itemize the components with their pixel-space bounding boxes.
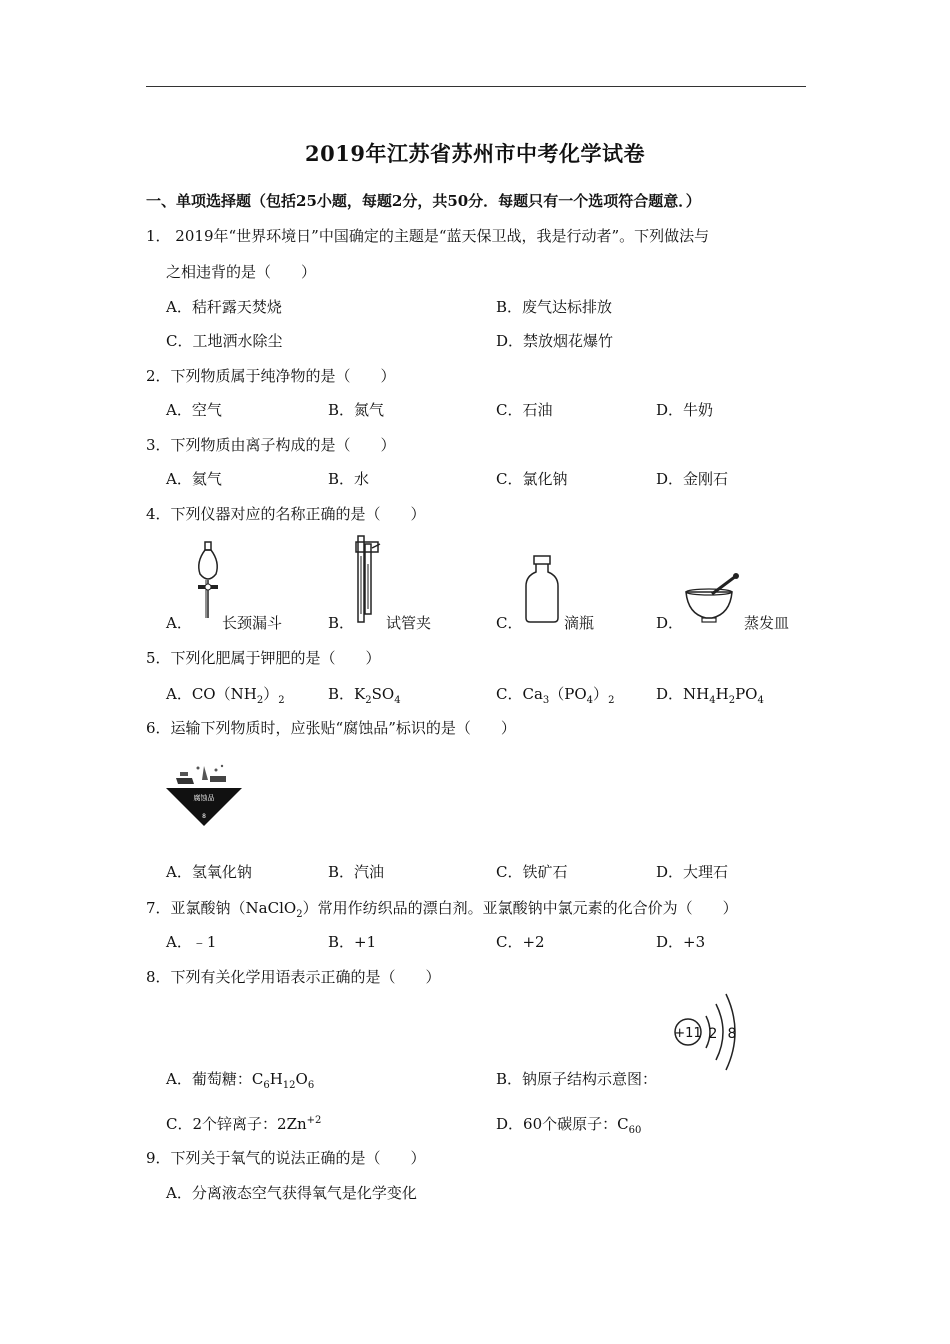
reagent-bottle-icon [522, 554, 562, 624]
q5-option-d: D．$NH_4H_2PO_4$ [656, 685, 764, 706]
q3-option-a: A．氦气 [166, 470, 222, 488]
q7-option-c: C．+2 [496, 933, 545, 951]
q4-option-b-letter: B． [328, 614, 355, 632]
q8-option-a: A．葡萄糖：$C_6H_{12}O_6$ [166, 1070, 315, 1091]
q2-option-a: A．空气 [166, 401, 222, 419]
q6-option-b: B．汽油 [328, 863, 385, 881]
q7-option-d: D．+3 [656, 933, 706, 951]
q5-option-b: B．$K_2SO_4$ [328, 685, 401, 706]
q3-option-c: C．氯化钠 [496, 470, 568, 488]
q3-option-d: D．金刚石 [656, 470, 729, 488]
q3-stem: 3．下列物质由离子构成的是（ ） [146, 436, 396, 454]
q6-option-a: A．氢氧化钠 [166, 863, 252, 881]
sodium-atom-diagram [668, 990, 748, 1074]
q2-option-b: B．氮气 [328, 401, 385, 419]
q3-option-b: B．水 [328, 470, 370, 488]
q4-option-a-name: 长颈漏斗 [222, 614, 283, 632]
q7-stem: 7．亚氯酸钠（NaClO$_2$）常用作纺织品的漂白剂。亚氯酸钠中氯元素的化合价为（ ） [146, 899, 738, 920]
page-title: 2019年江苏省苏州市中考化学试卷 [305, 141, 645, 166]
q6-stem: 6．运输下列物质时，应张贴“腐蚀品”标识的是（ ） [146, 719, 516, 737]
q1-option-d: D．禁放烟花爆竹 [496, 332, 614, 350]
shell-2-electrons: 8 [727, 1026, 737, 1042]
q8-option-c: C．2个锌离子：$2Zn^{+2}$ [166, 1115, 322, 1133]
q4-option-a-letter: A． [166, 614, 192, 632]
corrosive-sign-icon [164, 758, 244, 828]
section-heading: 一、单项选择题（包括25小题，每题2分，共50分．每题只有一个选项符合题意．） [146, 192, 701, 210]
q6-option-d: D．大理石 [656, 863, 729, 881]
q1-option-a: A．秸秆露天焚烧 [166, 298, 282, 316]
q2-option-d: D．牛奶 [656, 401, 714, 419]
test-tube-holder-icon [350, 534, 384, 624]
mortar-pestle-icon [682, 572, 742, 624]
q1-option-b: B．废气达标排放 [496, 298, 613, 316]
q4-stem: 4．下列仪器对应的名称正确的是（ ） [146, 505, 426, 523]
q4-option-c-letter: C． [496, 614, 523, 632]
corrosive-sign-label: 腐蚀品 [193, 794, 215, 802]
q4-option-d-letter: D． [656, 614, 684, 632]
corrosive-sign-number: 8 [202, 813, 206, 820]
shell-1-electrons: 2 [708, 1026, 718, 1042]
q1-stem-line2: 之相违背的是（ ） [166, 263, 317, 281]
q1-option-c: C．工地洒水除尘 [166, 332, 283, 350]
q2-option-c: C．石油 [496, 401, 553, 419]
q9-option-a: A．分离液态空气获得氧气是化学变化 [166, 1184, 417, 1202]
q4-option-c-name: 滴瓶 [564, 614, 595, 632]
q8-option-b: B．钠原子结构示意图： [496, 1070, 658, 1088]
q5-option-c: C．$Ca_3(PO_4)_2$ [496, 685, 615, 706]
q4-option-b-name: 试管夹 [386, 614, 432, 632]
q5-option-a: A．$CO(NH_2)_2$ [166, 685, 285, 706]
q9-stem: 9．下列关于氧气的说法正确的是（ ） [146, 1149, 426, 1167]
header-rule [146, 86, 806, 87]
separatory-funnel-icon [190, 540, 226, 622]
q7-option-b: B．+1 [328, 933, 377, 951]
q5-stem: 5．下列化肥属于钾肥的是（ ） [146, 649, 381, 667]
q1-stem-line1: 1． 2019年“世界环境日”中国确定的主题是“蓝天保卫战，我是行动者”。下列做法与 [146, 227, 710, 245]
q2-stem: 2．下列物质属于纯净物的是（ ） [146, 367, 396, 385]
q4-option-d-name: 蒸发皿 [744, 614, 790, 632]
q7-option-a: A．﹣1 [166, 933, 217, 951]
q6-option-c: C．铁矿石 [496, 863, 568, 881]
nucleus-charge: +11 [674, 1026, 702, 1041]
q8-option-d: D．60个碳原子：$C_{60}$ [496, 1115, 642, 1136]
q8-stem: 8．下列有关化学用语表示正确的是（ ） [146, 968, 441, 986]
